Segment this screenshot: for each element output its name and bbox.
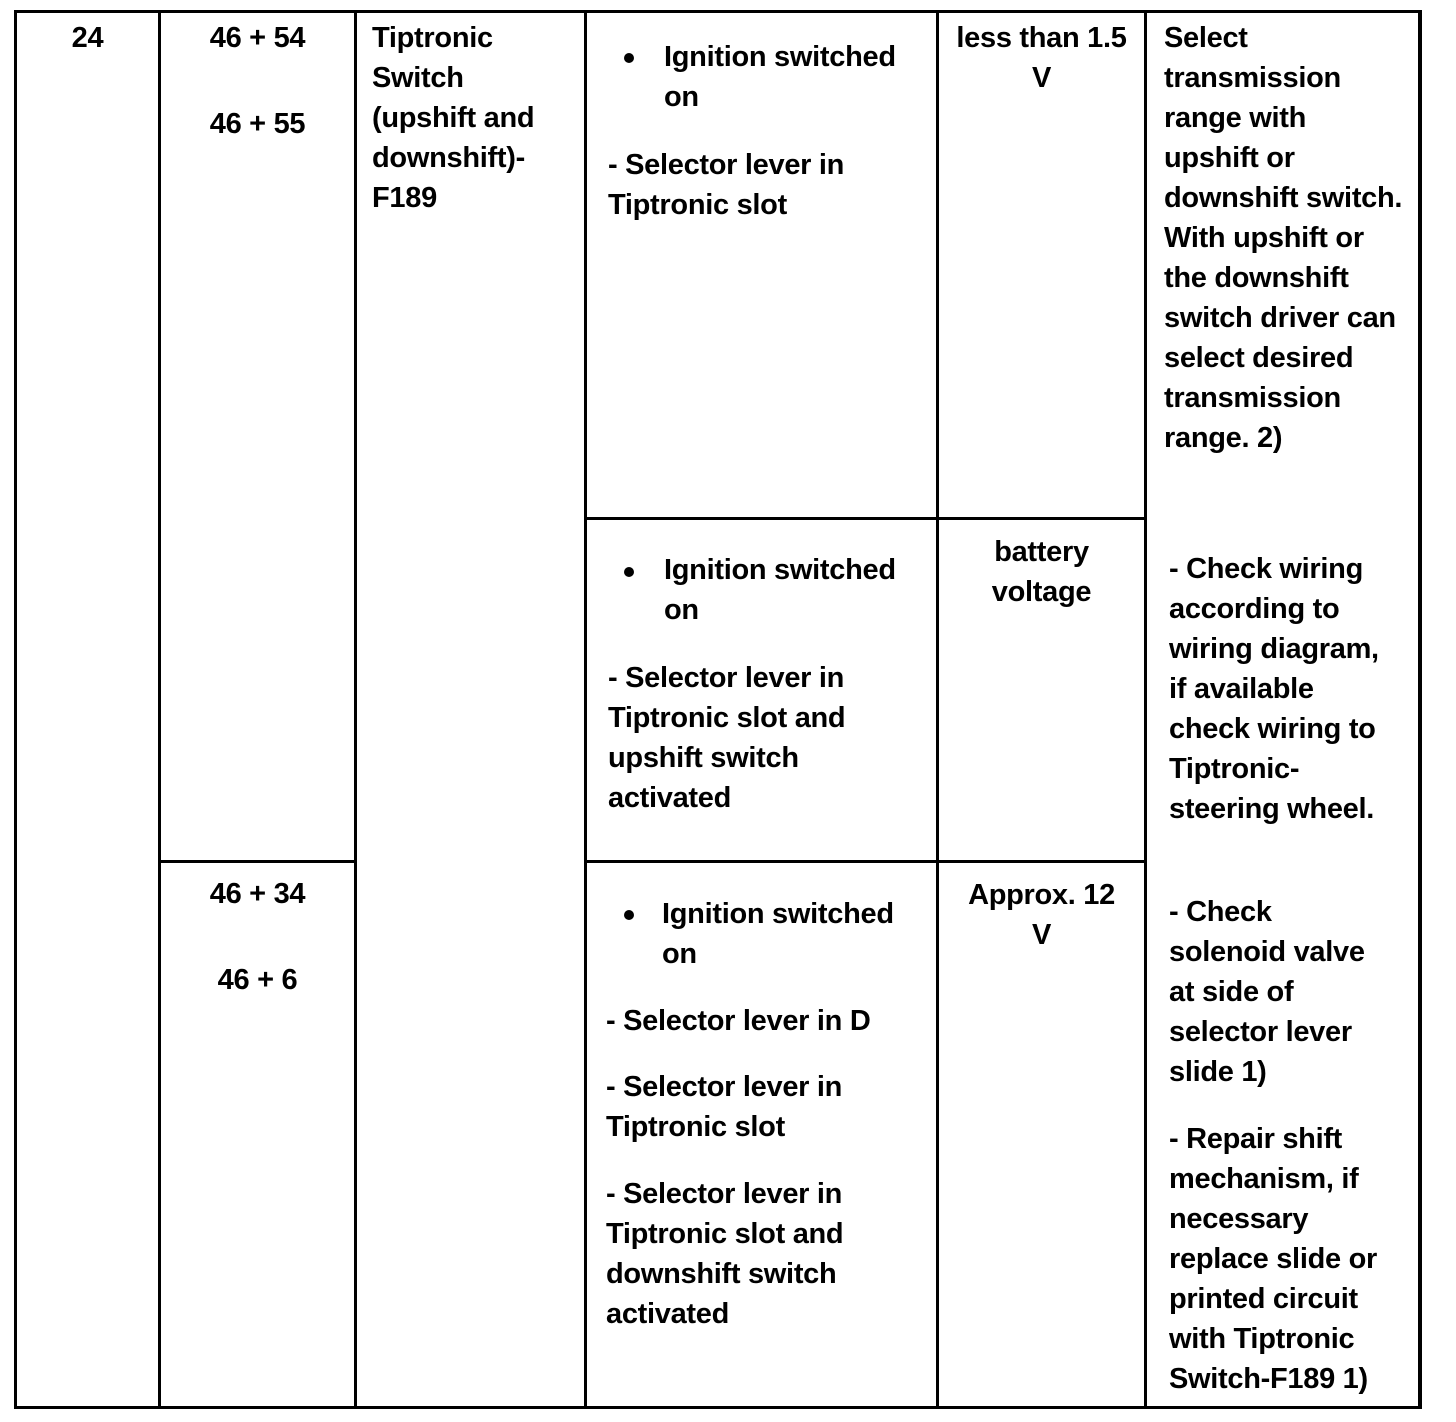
- test-condition-bullet: on: [664, 81, 699, 113]
- test-condition-bullet: Ignition switched: [664, 554, 896, 586]
- remedy-line: Select: [1164, 22, 1248, 54]
- test-condition: - Selector lever in: [608, 662, 845, 694]
- remedy-line: switch driver can: [1164, 302, 1396, 334]
- remedy-line: wiring diagram,: [1169, 633, 1379, 665]
- test-condition-bullet: Ignition switched: [662, 898, 894, 930]
- test-condition: downshift switch: [606, 1258, 837, 1290]
- test-condition: Tiptronic slot: [606, 1111, 785, 1143]
- remedy-line: the downshift: [1164, 262, 1349, 294]
- remedy-line: mechanism, if: [1169, 1163, 1359, 1195]
- test-condition-bullet: on: [662, 938, 697, 970]
- test-condition: - Selector lever in D: [606, 1005, 871, 1037]
- specified-value: Approx. 12: [968, 879, 1115, 911]
- remedy-line: if available: [1169, 673, 1314, 705]
- test-condition: Tiptronic slot: [608, 189, 787, 221]
- test-condition: upshift switch: [608, 742, 799, 774]
- test-condition: Tiptronic slot and: [606, 1218, 844, 1250]
- pin-pair: 46 + 55: [209, 108, 306, 140]
- remedy-line: selector lever: [1169, 1016, 1352, 1048]
- remedy-line: downshift switch.: [1164, 182, 1403, 214]
- col-divider-1: [158, 10, 161, 1409]
- component-line: F189: [372, 182, 437, 214]
- remedy-line: range. 2): [1164, 422, 1283, 454]
- remedy-line: necessary: [1169, 1203, 1309, 1235]
- remedy-line: - Check wiring: [1169, 553, 1363, 585]
- remedy-line: transmission: [1164, 382, 1341, 414]
- pin-pair: 46 + 34: [209, 878, 306, 910]
- remedy-line: - Repair shift: [1169, 1123, 1343, 1155]
- test-condition-bullet: Ignition switched: [664, 41, 896, 73]
- pin-pair: 46 + 6: [217, 964, 298, 996]
- col-divider-5: [1144, 10, 1147, 1409]
- specified-value: V: [1031, 919, 1052, 951]
- remedy-line: solenoid valve: [1169, 936, 1365, 968]
- remedy-line: range with: [1164, 102, 1307, 134]
- test-condition: - Selector lever in: [606, 1071, 843, 1103]
- col-divider-2: [354, 10, 357, 1409]
- remedy-line: transmission: [1164, 62, 1341, 94]
- test-condition: - Selector lever in: [608, 149, 845, 181]
- remedy-line: replace slide or: [1169, 1243, 1377, 1275]
- col-divider-4: [936, 10, 939, 1409]
- remedy-line: - Check: [1169, 896, 1272, 928]
- border-right: [1418, 10, 1422, 1409]
- test-condition: activated: [606, 1298, 730, 1330]
- specified-value: less than 1.5: [956, 22, 1127, 54]
- component-line: Tiptronic: [372, 22, 493, 54]
- bullet-icon: [624, 910, 634, 920]
- specified-value: battery: [994, 536, 1089, 568]
- remedy-line: printed circuit: [1169, 1283, 1358, 1315]
- component-line: Switch: [372, 62, 464, 94]
- remedy-line: Switch-F189 1): [1169, 1363, 1368, 1395]
- remedy-line: select desired: [1164, 342, 1354, 374]
- specified-value: voltage: [991, 576, 1092, 608]
- row-divider-3: [584, 860, 1146, 863]
- row-divider-1: [584, 517, 1146, 520]
- remedy-line: slide 1): [1169, 1056, 1267, 1088]
- test-condition-bullet: on: [664, 594, 699, 626]
- row-divider-2: [158, 860, 356, 863]
- diagnostic-table: [14, 10, 1422, 1410]
- remedy-line: steering wheel.: [1169, 793, 1375, 825]
- specified-value: V: [1031, 62, 1052, 94]
- pin-pair: 46 + 54: [209, 22, 306, 54]
- component-line: downshift)-: [372, 142, 525, 174]
- col-divider-3: [584, 10, 587, 1409]
- border-left: [14, 10, 17, 1409]
- component-line: (upshift and: [372, 102, 535, 134]
- remedy-line: with Tiptronic: [1169, 1323, 1355, 1355]
- remedy-line: Tiptronic-: [1169, 753, 1300, 785]
- remedy-line: upshift or: [1164, 142, 1295, 174]
- test-condition: activated: [608, 782, 732, 814]
- remedy-line: according to: [1169, 593, 1340, 625]
- border-top: [14, 10, 1422, 13]
- border-bottom: [14, 1406, 1422, 1409]
- remedy-line: check wiring to: [1169, 713, 1376, 745]
- remedy-line: With upshift or: [1164, 222, 1364, 254]
- test-condition: - Selector lever in: [606, 1178, 843, 1210]
- remedy-line: at side of: [1169, 976, 1294, 1008]
- test-condition: Tiptronic slot and: [608, 702, 846, 734]
- row-number: 24: [71, 22, 104, 54]
- bullet-icon: [624, 567, 634, 577]
- bullet-icon: [624, 53, 634, 63]
